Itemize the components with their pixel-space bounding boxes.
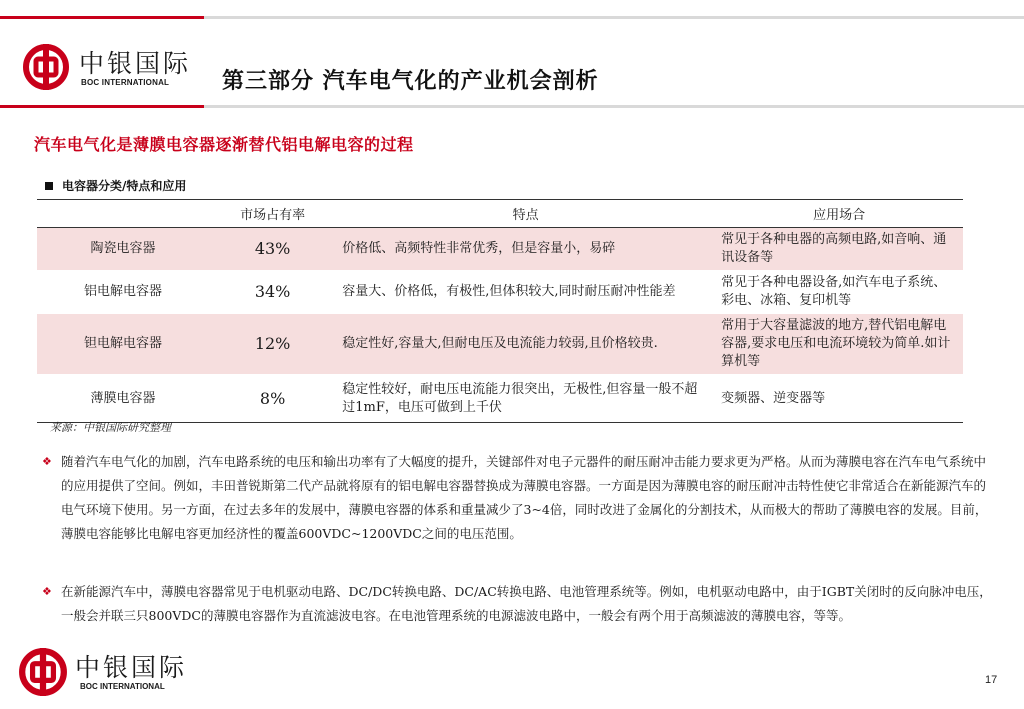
table-row xyxy=(37,314,963,375)
bullet-paragraph-1 xyxy=(42,450,992,546)
cell-features: 稳定性好,容量大,但耐电压及电流能力较弱,且价格较贵. xyxy=(342,336,658,351)
boc-logo-header xyxy=(22,44,192,94)
table-row xyxy=(37,228,963,271)
cell-name: 薄膜电容器 xyxy=(90,390,156,406)
header-rule-right-bottom xyxy=(204,105,1024,108)
table-header-row xyxy=(37,200,963,228)
boc-emblem-icon xyxy=(18,648,68,696)
cell-share: 34% xyxy=(254,282,291,301)
table-section-text: 电容器分类/特点和应用 xyxy=(62,179,187,193)
footer-logo-chinese-name: 中银国际 xyxy=(75,653,188,682)
table-row xyxy=(37,375,963,423)
header-rule-left-top xyxy=(0,16,204,19)
header-cell-share: 市场占有率 xyxy=(240,208,306,223)
page-title: 第三部分 汽车电气化的产业机会剖析 xyxy=(222,68,599,94)
table-row xyxy=(37,271,963,314)
cell-features: 稳定性较好，耐电压电流能力很突出，无极性,但容量一般不超过1mF，电压可做到上千伏 xyxy=(342,381,698,415)
header-rule-left-bottom xyxy=(0,105,204,108)
header-cell-features: 特点 xyxy=(512,208,539,223)
table-section-label xyxy=(45,177,186,194)
bullet-paragraph-2 xyxy=(42,580,992,628)
square-bullet-icon xyxy=(45,182,53,190)
cell-applications: 常用于大容量滤波的地方,替代铝电解电容器,要求电压和电流环境较为简单.如计算机等 xyxy=(721,318,951,369)
bullet-text-1: 随着汽车电气化的加剧，汽车电路系统的电压和输出功率有了大幅度的提升，关键部件对电子元器件的耐压耐冲击能力要求更为严格。从而为薄膜电容在汽车电气系统中的应用提供了空间。例如，丰田普锐斯第二代产品就将原有的铝电解电容器替换成为薄膜电容器。一方面是因为薄膜电容的耐压耐冲击特性使它非常适合在新能源汽车的电气环境下使用。另一方面，在过去多年的发展中，薄膜电容器的体系和重量减少了3~4倍，同时改进了金属化的分割技术，从而极大的帮助了薄膜电容的发展。目前，薄膜电容能够比电解电容更加经济性的覆盖600VDC~1200VDC之间的电压范围。 xyxy=(61,454,988,541)
bullet-text-2: 在新能源汽车中，薄膜电容器常见于电机驱动电路、DC/DC转换电路、DC/AC转换电路、电池管理系统等。例如，电机驱动电路中，由于IGBT关闭时的反向脉冲电压，一般会并联三只800VDC的薄膜电容器作为直流滤波电容。在电池管理系统的电源滤波电路中，一般会有两个用于高频滤波的薄膜电容，等等。 xyxy=(61,584,992,623)
cell-name: 陶瓷电容器 xyxy=(90,241,156,256)
source-note: 来源：中银国际研究整理 xyxy=(50,421,171,434)
header-rule-right-top xyxy=(204,16,1024,19)
cell-applications: 变频器、逆变器等 xyxy=(721,390,826,406)
boc-emblem-icon xyxy=(22,44,70,90)
logo-english-name: BOC INTERNATIONAL xyxy=(81,78,170,87)
logo-chinese-name: 中银国际 xyxy=(79,49,192,78)
header-cell-name xyxy=(37,200,209,228)
slide-subtitle: 汽车电气化是薄膜电容器逐渐替代铝电解电容的过程 xyxy=(34,135,414,154)
cell-features: 价格低、高频特性非常优秀，但是容量小，易碎 xyxy=(342,241,616,256)
cell-features: 容量大、价格低，有极性,但体积较大,同时耐压耐冲性能差 xyxy=(342,284,676,299)
capacitor-table xyxy=(37,199,963,423)
footer-logo-english-name: BOC INTERNATIONAL xyxy=(80,682,165,691)
cell-name: 铝电解电容器 xyxy=(83,284,162,299)
cell-name: 钽电解电容器 xyxy=(83,336,162,351)
cell-share: 8% xyxy=(259,388,286,408)
header-cell-applications: 应用场合 xyxy=(813,208,866,223)
cell-applications: 常见于各种电器设备,如汽车电子系统、彩电、冰箱、复印机等 xyxy=(721,275,947,308)
diamond-bullet-icon: ❖ xyxy=(42,585,52,598)
diamond-bullet-icon: ❖ xyxy=(42,455,52,468)
page-number: 17 xyxy=(985,674,998,686)
boc-logo-footer xyxy=(18,648,188,700)
cell-share: 43% xyxy=(254,239,291,258)
cell-applications: 常见于各种电器的高频电路,如音响、通讯设备等 xyxy=(721,232,947,265)
cell-share: 12% xyxy=(254,334,291,353)
